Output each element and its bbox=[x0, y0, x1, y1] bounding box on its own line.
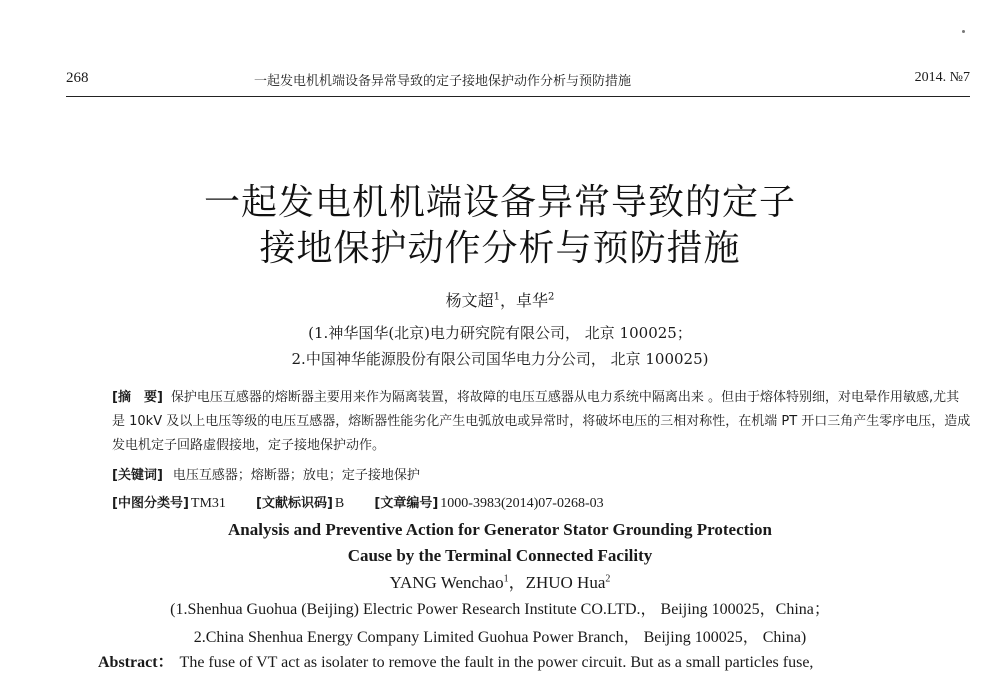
article-number-value: 1000-3983(2014)07-0268-03 bbox=[440, 496, 604, 511]
classification-line bbox=[112, 492, 630, 512]
author-2-cn: 卓华 bbox=[516, 291, 549, 310]
page-number: 268 bbox=[66, 70, 89, 86]
title-en-line-2: Cause by the Terminal Connected Facility bbox=[347, 546, 653, 565]
author-2-en-affil-mark: 2 bbox=[605, 573, 611, 585]
keywords-cn bbox=[112, 464, 420, 483]
title-line-2: 接地保护动作分析与预防措施 bbox=[259, 228, 741, 269]
author-2-cn-affil-mark: 2 bbox=[548, 291, 555, 303]
abstract-cn bbox=[112, 386, 972, 458]
abstract-cn-text: 保护电压互感器的熔断器主要用来作为隔离装置，将故障的电压互感器从电力系统中隔离出来 。但由于熔体特别细，对电晕作用敏感,尤其是 10kV 及以上电压等级的电压互感器，熔断器性能劣化产生电弧放电或异常时，将破坏电压的三相对称性，在机端 PT 开口三角产生零序电压，造成发电机定子回路虚假接地，定子接地保护动作。 bbox=[112, 390, 971, 453]
author-2-en: ZHUO Hua bbox=[525, 573, 606, 592]
doc-code-label: [文献标识码] bbox=[256, 496, 333, 511]
running-title: 一起发电机机端设备异常导致的定子接地保护动作分析与预防措施 bbox=[254, 74, 632, 89]
affiliation-cn-2: 2.中国神华能源股份有限公司国华电力分公司， 北京 100025) bbox=[291, 350, 709, 368]
doc-code-value: B bbox=[334, 496, 345, 511]
abstract-en-text: The fuse of VT act as isolater to remove the fault in the power circuit. But as a small particles fuse, bbox=[179, 654, 814, 671]
abstract-en bbox=[98, 650, 978, 676]
article-title bbox=[0, 180, 1000, 272]
clc-value: TM31 bbox=[190, 496, 226, 511]
header-divider bbox=[66, 96, 970, 97]
abstract-cn-label: [摘 要] bbox=[112, 390, 163, 405]
title-line-1: 一起发电机机端设备异常导致的定子 bbox=[203, 182, 796, 223]
author-1-en-affil-mark: 1 bbox=[503, 573, 509, 585]
keywords-cn-label: [关键词] bbox=[112, 468, 163, 483]
author-separator-cn: ， bbox=[499, 291, 516, 310]
author-1-en: YANG Wenchao bbox=[389, 573, 504, 592]
affiliation-en-1: (1.Shenhua Guohua (Beijing) Electric Power Research Institute CO.LTD.， Beijing 100025，China； bbox=[170, 601, 830, 618]
issue-label: 2014. №7 bbox=[914, 70, 970, 85]
title-en-line-1: Analysis and Preventive Action for Generator Stator Grounding Protection bbox=[228, 520, 772, 539]
article-number-label: [文章编号] bbox=[374, 496, 439, 511]
abstract-en-label: Abstract： bbox=[98, 654, 174, 671]
authors-cn bbox=[0, 288, 1000, 311]
affiliation-en-2: 2.China Shenhua Energy Company Limited Guohua Power Branch， Beijing 100025， China) bbox=[193, 629, 807, 646]
affiliation-cn-1: (1.神华国华(北京)电力研究院有限公司， 北京 100025； bbox=[308, 324, 692, 342]
author-1-cn: 杨文超 bbox=[445, 291, 494, 310]
clc-label: [中图分类号] bbox=[112, 496, 189, 511]
author-1-cn-affil-mark: 1 bbox=[493, 291, 500, 303]
authors-en bbox=[0, 568, 1000, 593]
keywords-cn-text: 电压互感器；熔断器；放电；定子接地保护 bbox=[172, 468, 420, 483]
author-separator-en: ， bbox=[508, 573, 526, 592]
page-header bbox=[66, 68, 970, 92]
scan-artifact bbox=[962, 30, 965, 33]
